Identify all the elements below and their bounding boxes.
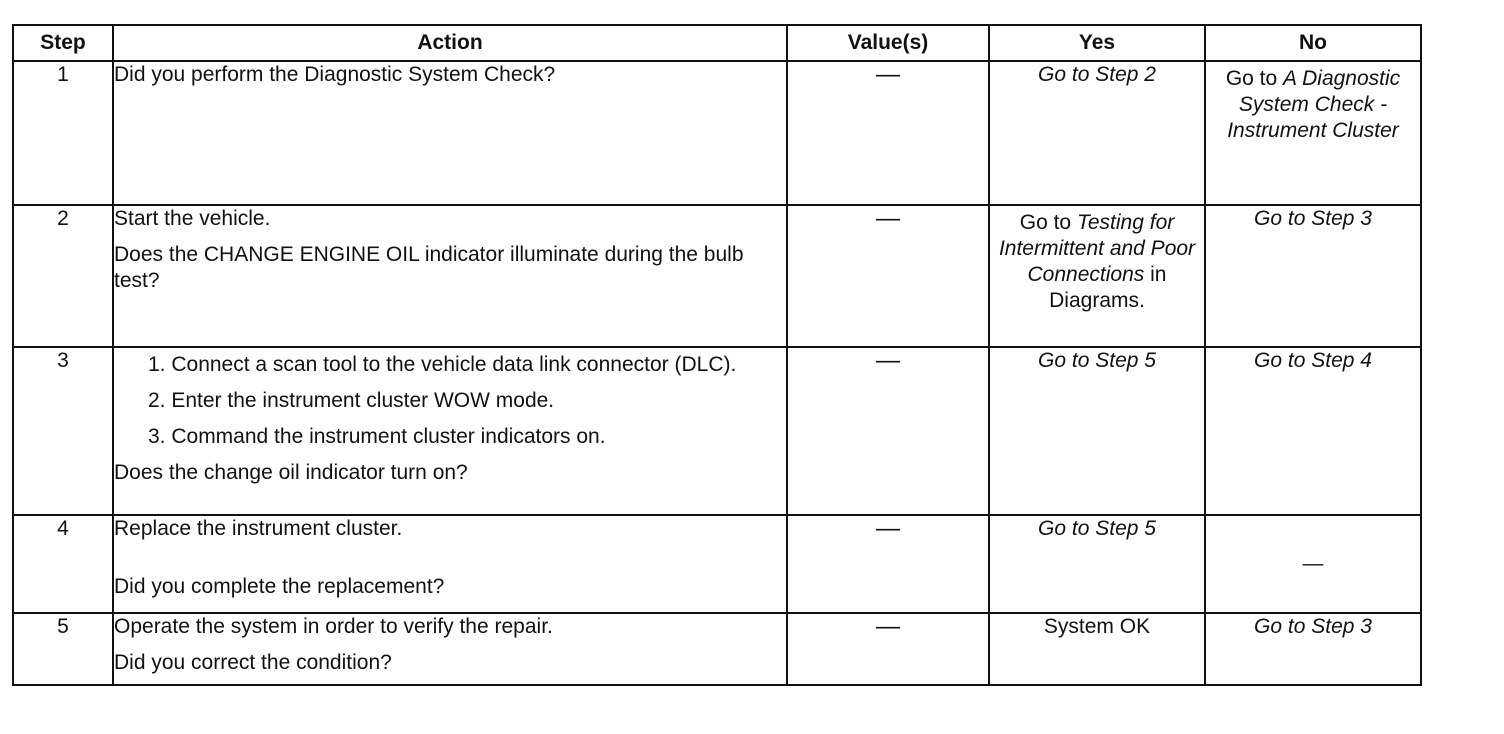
table-row bbox=[13, 205, 1421, 347]
substep-item: 1. Connect a scan tool to the vehicle data link connector (DLC). bbox=[148, 353, 737, 376]
header-row bbox=[13, 25, 1421, 61]
header-step: Step bbox=[13, 25, 113, 61]
action-text: Start the vehicle. bbox=[114, 207, 271, 230]
substep-item: 2. Enter the instrument cluster WOW mode. bbox=[148, 389, 555, 412]
no-prefix: Go to bbox=[1225, 67, 1278, 90]
table-row bbox=[13, 61, 1421, 205]
action-question: Did you correct the condition? bbox=[114, 651, 392, 674]
no-cell: — bbox=[1205, 515, 1421, 613]
action-text: Operate the system in order to verify the repair. bbox=[114, 615, 553, 638]
no-cell bbox=[1205, 613, 1421, 685]
yes-cell bbox=[989, 515, 1205, 613]
yes-cell bbox=[989, 205, 1205, 347]
action-question: Does the CHANGE ENGINE OIL indicator illuminate during the bulb test? bbox=[114, 243, 744, 292]
no-link[interactable]: Go to Step 4 bbox=[1254, 349, 1372, 372]
no-cell bbox=[1205, 347, 1421, 515]
step-number: 3 bbox=[13, 347, 113, 515]
step-number: 1 bbox=[13, 61, 113, 205]
action-cell bbox=[113, 205, 787, 347]
yes-link[interactable]: Go to Step 5 bbox=[1038, 349, 1156, 372]
value-cell: — bbox=[787, 515, 989, 613]
header-yes: Yes bbox=[989, 25, 1205, 61]
diagnostic-table bbox=[12, 24, 1422, 686]
yes-cell bbox=[989, 613, 1205, 685]
no-link[interactable]: A Diagnostic System Check - Instrument Cluster bbox=[1227, 67, 1401, 142]
action-cell bbox=[113, 613, 787, 685]
yes-prefix: Go to bbox=[1019, 211, 1072, 234]
header-values: Value(s) bbox=[787, 25, 989, 61]
value-cell: — bbox=[787, 205, 989, 347]
no-cell bbox=[1205, 61, 1421, 205]
yes-link[interactable]: Testing for Intermittent and Poor Connections bbox=[998, 211, 1196, 286]
diagnostic-table-sheet bbox=[12, 24, 1420, 684]
action-cell bbox=[113, 515, 787, 613]
yes-link[interactable]: Go to Step 5 bbox=[1038, 517, 1156, 540]
no-link[interactable]: Go to Step 3 bbox=[1254, 615, 1372, 638]
action-text: Did you perform the Diagnostic System Check? bbox=[114, 63, 556, 86]
step-number: 4 bbox=[13, 515, 113, 613]
action-cell bbox=[113, 61, 787, 205]
yes-result: System OK bbox=[1043, 615, 1151, 638]
action-question: Did you complete the replacement? bbox=[114, 575, 445, 598]
action-text: Replace the instrument cluster. bbox=[114, 517, 403, 540]
no-link[interactable]: Go to Step 3 bbox=[1254, 207, 1372, 230]
yes-suffix: in Diagrams. bbox=[1049, 263, 1167, 312]
substep-item: 3. Command the instrument cluster indicators on. bbox=[148, 425, 606, 448]
action-question: Does the change oil indicator turn on? bbox=[114, 461, 468, 484]
table-row bbox=[13, 515, 1421, 613]
yes-link[interactable]: Go to Step 2 bbox=[1038, 63, 1156, 86]
header-no: No bbox=[1205, 25, 1421, 61]
spacer bbox=[114, 552, 786, 574]
action-cell bbox=[113, 347, 787, 515]
substep-list bbox=[114, 352, 786, 450]
value-cell: — bbox=[787, 347, 989, 515]
yes-cell bbox=[989, 347, 1205, 515]
no-cell bbox=[1205, 205, 1421, 347]
step-number: 5 bbox=[13, 613, 113, 685]
step-number: 2 bbox=[13, 205, 113, 347]
table-row bbox=[13, 613, 1421, 685]
header-action: Action bbox=[113, 25, 787, 61]
yes-cell bbox=[989, 61, 1205, 205]
value-cell: — bbox=[787, 613, 989, 685]
value-cell: — bbox=[787, 61, 989, 205]
table-row bbox=[13, 347, 1421, 515]
